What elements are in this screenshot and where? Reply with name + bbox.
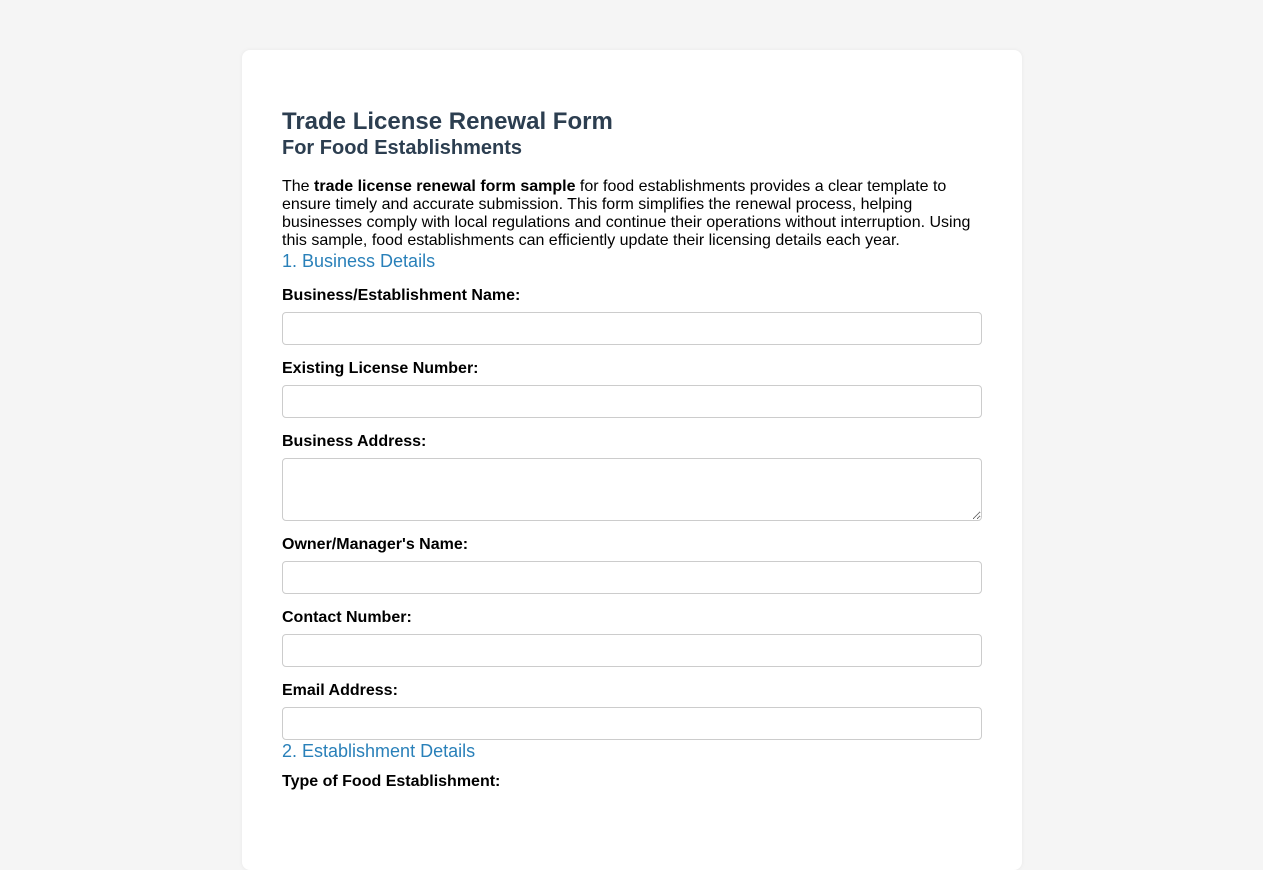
establishment-type-label: Type of Food Establishment: [282,773,501,790]
license-number-input[interactable] [282,385,982,418]
business-address-label: Business Address: [282,433,427,450]
section-heading-establishment-details: 2. Establishment Details [282,741,476,761]
intro-prefix: The [282,178,315,195]
business-name-input[interactable] [282,312,982,345]
email-address-input[interactable] [282,707,982,740]
form-subtitle: For Food Establishments [282,137,523,159]
contact-number-label: Contact Number: [282,609,412,626]
business-name-label: Business/Establishment Name: [282,287,521,304]
section-heading-business-details: 1. Business Details [282,251,436,271]
form-title: Trade License Renewal Form [282,108,613,135]
form-card [242,50,1022,870]
business-address-textarea[interactable] [282,458,982,521]
license-number-label: Existing License Number: [282,360,479,377]
owner-name-label: Owner/Manager's Name: [282,536,469,553]
owner-name-input[interactable] [282,561,982,594]
intro-bold: trade license renewal form sample [314,178,576,195]
intro-paragraph [282,178,982,250]
intro-suffix: for food establishments provides a clear template to ensure timely and accurate submission. This form simplifies the renewal process, helping businesses comply with local regulations and continue their operations without interruption. Using this sample, food establishments can efficiently update their licensing details each year. [282,178,971,249]
email-address-label: Email Address: [282,682,398,699]
contact-number-input[interactable] [282,634,982,667]
